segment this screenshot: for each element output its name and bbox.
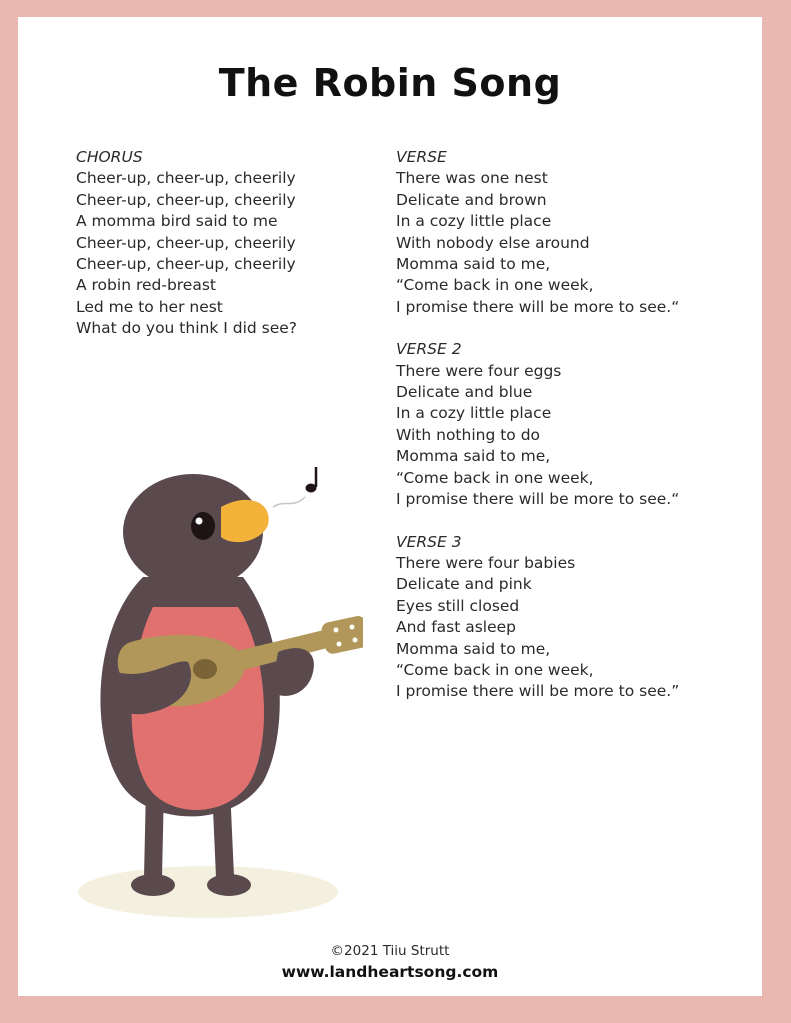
chorus-heading: CHORUS — [76, 148, 143, 166]
chorus-line: What do you think I did see? — [76, 319, 298, 338]
chorus-section — [76, 147, 297, 361]
verse-line: “Come back in one week, — [396, 276, 594, 295]
verse-line: I promise there will be more to see.“ — [396, 297, 680, 316]
verse-line: In a cozy little place — [396, 212, 552, 231]
verse-1 — [396, 147, 679, 318]
robin-eye-highlight — [196, 518, 203, 525]
page-title: The Robin Song — [218, 61, 562, 105]
copyright-credit: ©2021 Tiiu Strutt — [330, 943, 450, 959]
verse-line: Delicate and blue — [396, 383, 533, 402]
verse-heading: VERSE — [396, 148, 447, 166]
ukulele-headstock — [320, 615, 363, 656]
chorus-line: Led me to her nest — [76, 297, 223, 316]
chorus-line: Cheer-up, cheer-up, cheerily — [76, 255, 296, 274]
chorus-line: Cheer-up, cheer-up, cheerily — [76, 169, 296, 188]
tuning-peg — [334, 628, 339, 633]
verse-line: Momma said to me, — [396, 255, 551, 274]
robin-left-foot — [131, 874, 175, 896]
chorus-line: A momma bird said to me — [76, 212, 278, 231]
verse-line: With nothing to do — [396, 425, 541, 444]
song-sheet — [18, 17, 762, 996]
website-url[interactable]: www.landheartsong.com — [281, 963, 499, 981]
verse-line: I promise there will be more to see.“ — [396, 490, 680, 509]
verse-heading: VERSE 3 — [396, 532, 462, 551]
verse-2 — [396, 339, 679, 510]
tuning-peg — [337, 642, 342, 647]
verse-3 — [396, 532, 679, 703]
verse-line: There were four babies — [396, 553, 576, 572]
music-note-head — [306, 484, 317, 493]
verse-heading: VERSE 2 — [396, 340, 462, 359]
verse-line: And fast asleep — [396, 618, 517, 637]
tuning-peg — [353, 638, 358, 643]
verse-line: Delicate and pink — [396, 575, 532, 594]
robin-eye — [191, 512, 215, 540]
verse-line: Delicate and brown — [396, 190, 547, 209]
verse-line: “Come back in one week, — [396, 468, 594, 487]
verse-line: Eyes still closed — [396, 596, 520, 615]
verse-line: In a cozy little place — [396, 404, 552, 423]
verses-section — [396, 147, 679, 724]
ukulele-soundhole — [193, 659, 217, 679]
chorus-line: Cheer-up, cheer-up, cheerily — [76, 233, 296, 252]
robin-right-foot — [207, 874, 251, 896]
ground-shadow — [78, 866, 338, 918]
verse-line: Momma said to me, — [396, 447, 551, 466]
tuning-peg — [350, 625, 355, 630]
chorus-line: Cheer-up, cheer-up, cheerily — [76, 190, 296, 209]
verse-line: I promise there will be more to see.” — [396, 682, 680, 701]
verse-line: Momma said to me, — [396, 639, 551, 658]
chorus-line: A robin red-breast — [76, 276, 216, 295]
verse-line: With nobody else around — [396, 233, 590, 252]
robin-playing-ukulele-illustration — [73, 437, 363, 922]
verse-line: “Come back in one week, — [396, 660, 594, 679]
song-squiggle — [273, 497, 305, 507]
robin-right-wing — [271, 648, 314, 696]
verse-line: There were four eggs — [396, 361, 562, 380]
verse-line: There was one nest — [396, 169, 548, 188]
